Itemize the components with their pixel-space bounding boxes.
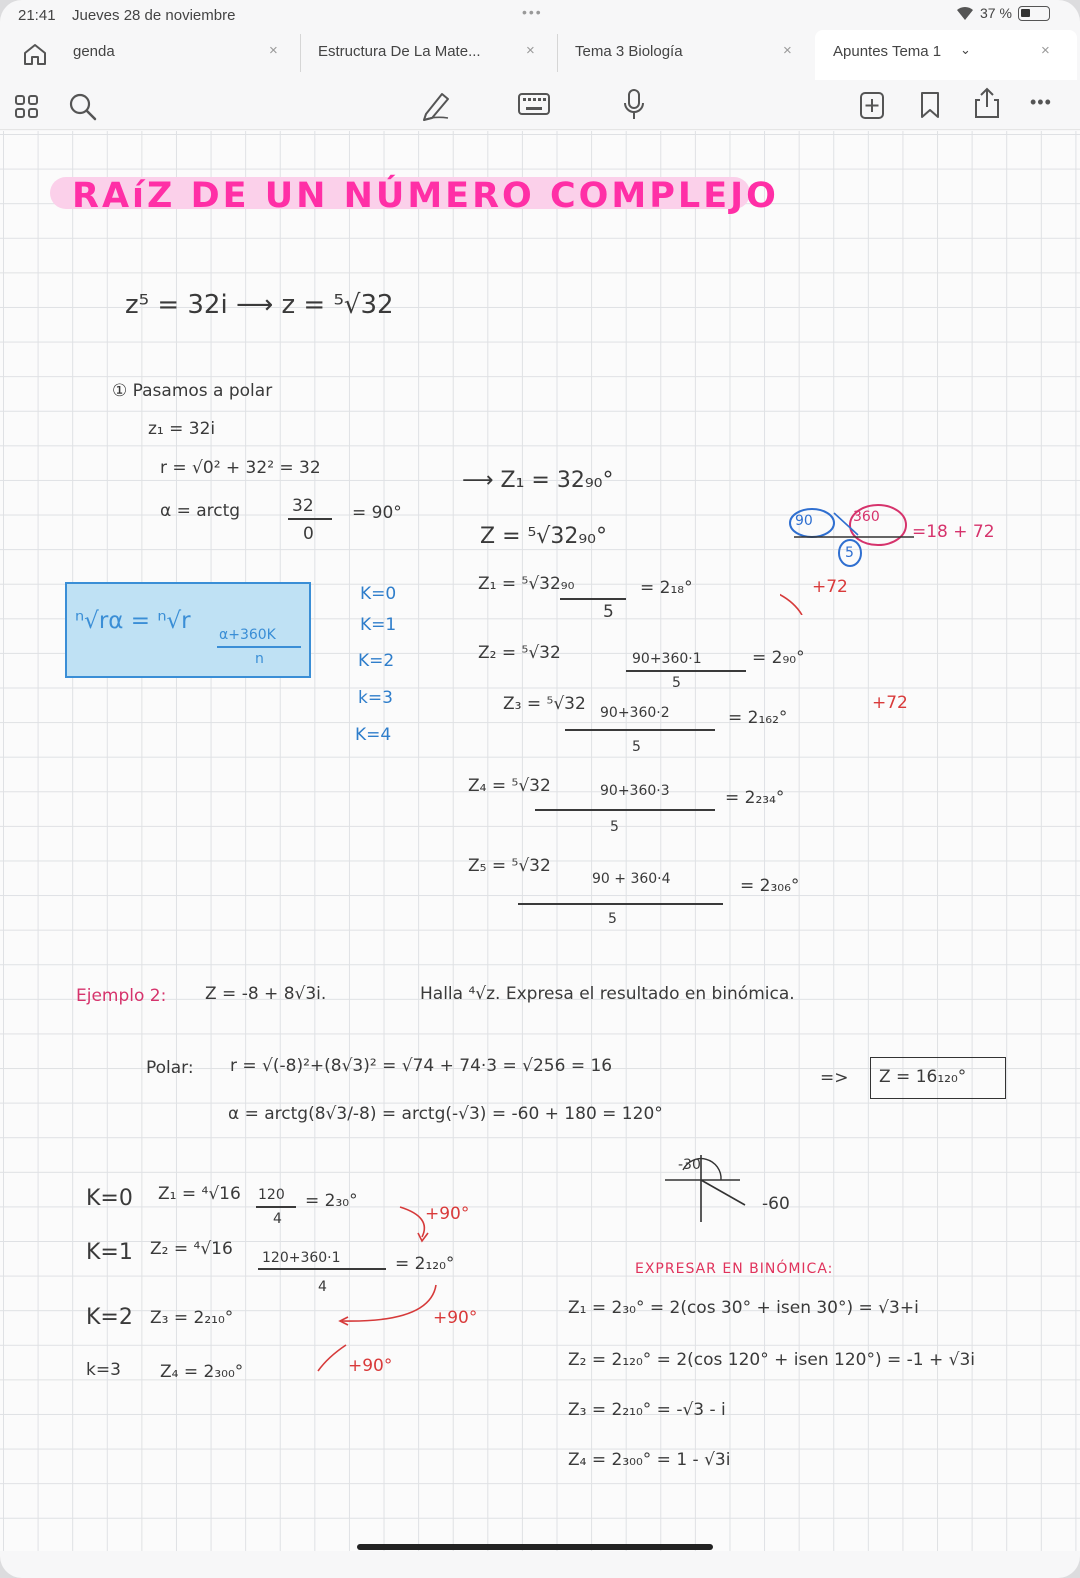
fraction-bar (565, 729, 715, 731)
angle-label: -60 (762, 1194, 790, 1214)
root-w4: Z₄ = 2₃₀₀° (160, 1362, 244, 1382)
root-z4-result: = 2₂₃₄° (725, 788, 785, 808)
side-calculation-sketch (780, 495, 1020, 615)
k-label: K=1 (86, 1240, 133, 1265)
k-value: K=4 (355, 725, 392, 745)
step-annotation: +72 (812, 577, 848, 597)
multitasking-dots[interactable]: ••• (522, 4, 543, 20)
k-label: K=2 (86, 1305, 133, 1330)
root-w2: Z₂ = ⁴√16 (150, 1239, 233, 1259)
root-z4-exponent: 90+360·3 (600, 783, 670, 799)
fraction-bar (256, 1206, 296, 1208)
root-z2: Z₂ = ⁵√32 (478, 643, 561, 663)
root-z3: Z₃ = ⁵√32 (503, 694, 586, 714)
side-calc-divisor: 5 (845, 545, 854, 561)
tab-label: Apuntes Tema 1 (833, 43, 942, 60)
rotation-annotation: +90° (348, 1356, 393, 1376)
grid-icon[interactable] (14, 94, 40, 120)
example-label: Ejemplo 2: (76, 986, 167, 1006)
root-z2-divisor: 5 (672, 675, 681, 691)
z1-definition: z₁ = 32i (148, 419, 216, 439)
home-icon[interactable] (22, 42, 48, 66)
tab-tema3[interactable] (557, 30, 813, 76)
root-w3: Z₃ = 2₂₁₀° (150, 1308, 234, 1328)
chevron-down-icon[interactable]: ⌄ (960, 42, 971, 57)
k-value: k=3 (358, 688, 393, 708)
battery-level (1021, 9, 1030, 17)
angle-label: -30 (678, 1157, 701, 1173)
k-value: K=0 (360, 584, 397, 604)
k-label: k=3 (86, 1360, 121, 1380)
root-w2-result: = 2₁₂₀° (395, 1254, 455, 1274)
argument-numerator: 32 (292, 496, 314, 516)
root-z5-divisor: 5 (608, 911, 617, 927)
tab-agenda[interactable] (55, 30, 297, 76)
root-z1-divisor: 5 (603, 602, 614, 622)
root-z5-result: = 2₃₀₆° (740, 876, 800, 896)
tab-label: Estructura De La Mate... (318, 43, 481, 60)
argument-result: = 90° (352, 503, 402, 523)
note-page-canvas[interactable] (0, 131, 1080, 1551)
close-tab-icon[interactable]: × (1041, 42, 1050, 59)
formula-divisor: n (255, 651, 264, 667)
root-z3-result: = 2₁₆₂° (728, 708, 788, 728)
step-heading: ① Pasamos a polar (112, 381, 273, 401)
more-icon[interactable]: ••• (1030, 92, 1052, 112)
example-equation: Z = -8 + 8√3i. (205, 984, 327, 1004)
step-annotation: +72 (872, 693, 908, 713)
rotation-annotation: +90° (433, 1308, 478, 1328)
polar-label: Polar: (146, 1058, 194, 1078)
k-value: K=1 (360, 615, 397, 635)
keyboard-icon[interactable] (518, 92, 550, 116)
binomial-z1: Z₁ = 2₃₀° = 2(cos 30° + isen 30°) = √3+i (568, 1298, 919, 1318)
rotation-annotation: +90° (425, 1204, 470, 1224)
tab-label: genda (73, 43, 115, 60)
root-w1-result: = 2₃₀° (305, 1191, 358, 1211)
status-date: Jueves 28 de noviembre (72, 7, 236, 24)
argument-denominator: 0 (303, 524, 314, 544)
root-w1: Z₁ = ⁴√16 (158, 1184, 241, 1204)
polar-form: ⟶ Z₁ = 32₉₀° (462, 468, 614, 493)
battery-percent: 37 % (980, 5, 1012, 21)
tab-label: Tema 3 Biología (575, 43, 683, 60)
root-definition: Z = ⁵√32₉₀° (480, 524, 607, 549)
close-tab-icon[interactable]: × (269, 42, 278, 59)
side-calc-divisor-angle: 360 (853, 509, 880, 525)
root-z3-divisor: 5 (632, 739, 641, 755)
formula-exponent: α+360K (219, 627, 276, 643)
root-z1-result: = 2₁₈° (640, 578, 693, 598)
root-z2-exponent: 90+360·1 (632, 651, 702, 667)
microphone-icon[interactable] (622, 88, 646, 122)
close-tab-icon[interactable]: × (783, 42, 792, 59)
tab-apuntes-tema1[interactable] (815, 30, 1077, 80)
root-z2-result: = 2₉₀° (752, 648, 805, 668)
modulus-line: r = √0² + 32² = 32 (160, 458, 321, 478)
binomial-z3: Z₃ = 2₂₁₀° = -√3 - i (568, 1400, 726, 1420)
battery-icon (1018, 6, 1050, 21)
polar-result: Z = 16₁₂₀° (879, 1067, 967, 1087)
k-label: K=0 (86, 1186, 133, 1211)
result-arrow: => (820, 1068, 849, 1088)
fraction-bar (518, 903, 723, 905)
toolbar (0, 80, 1080, 130)
bookmark-icon[interactable] (918, 90, 942, 120)
note-title: RAíZ DE UN NÚMERO COMPLEJO (72, 176, 779, 216)
root-z5: Z₅ = ⁵√32 (468, 856, 551, 876)
root-w2-exponent: 120+360·1 (262, 1250, 341, 1266)
fraction-bar (626, 670, 746, 672)
search-icon[interactable] (68, 92, 98, 122)
pen-icon[interactable] (420, 88, 452, 122)
polar-argument: α = arctg(8√3/-8) = arctg(-√3) = -60 + 180 = 120° (228, 1104, 663, 1124)
fraction-bar (217, 646, 301, 648)
share-icon[interactable] (972, 86, 1002, 120)
status-bar (0, 0, 1080, 30)
wifi-icon (955, 4, 975, 22)
k-value: K=2 (358, 651, 395, 671)
root-z5-exponent: 90 + 360·4 (592, 871, 671, 887)
root-z4: Z₄ = ⁵√32 (468, 776, 551, 796)
argument-line: α = arctg (160, 501, 241, 521)
add-page-icon[interactable] (858, 90, 886, 120)
fraction-bar (535, 809, 715, 811)
root-z4-divisor: 5 (610, 819, 619, 835)
root-z1: Z₁ = ⁵√32₉₀ (478, 574, 575, 594)
main-equation: z⁵ = 32i ⟶ z = ⁵√32 (125, 290, 394, 320)
close-tab-icon[interactable]: × (526, 42, 535, 59)
home-indicator[interactable] (357, 1544, 713, 1550)
root-formula: ⁿ√rα = ⁿ√r (75, 608, 191, 634)
result-box (870, 1057, 1006, 1099)
polar-modulus: r = √(-8)²+(8√3)² = √74 + 74·3 = √256 = 16 (230, 1056, 613, 1076)
fraction-bar (288, 518, 332, 520)
formula-box (65, 582, 311, 678)
root-w1-divisor: 4 (273, 1211, 282, 1227)
fraction-bar (560, 598, 626, 600)
side-calc-result: =18 + 72 (912, 522, 995, 542)
root-w2-divisor: 4 (318, 1279, 327, 1295)
root-z3-exponent: 90+360·2 (600, 705, 670, 721)
binomial-z2: Z₂ = 2₁₂₀° = 2(cos 120° + isen 120°) = -1 + √3i (568, 1350, 976, 1370)
tab-estructura[interactable] (300, 30, 556, 76)
binomial-z4: Z₄ = 2₃₀₀° = 1 - √3i (568, 1450, 731, 1470)
status-time: 21:41 (18, 7, 56, 24)
side-calc-dividend: 90 (795, 513, 813, 529)
example-statement: Halla ⁴√z. Expresa el resultado en binómica. (420, 984, 795, 1004)
root-w1-exponent: 120 (258, 1187, 285, 1203)
tab-bar (0, 30, 1080, 80)
binomial-heading: EXPRESAR EN BINÓMICA: (635, 1261, 834, 1277)
